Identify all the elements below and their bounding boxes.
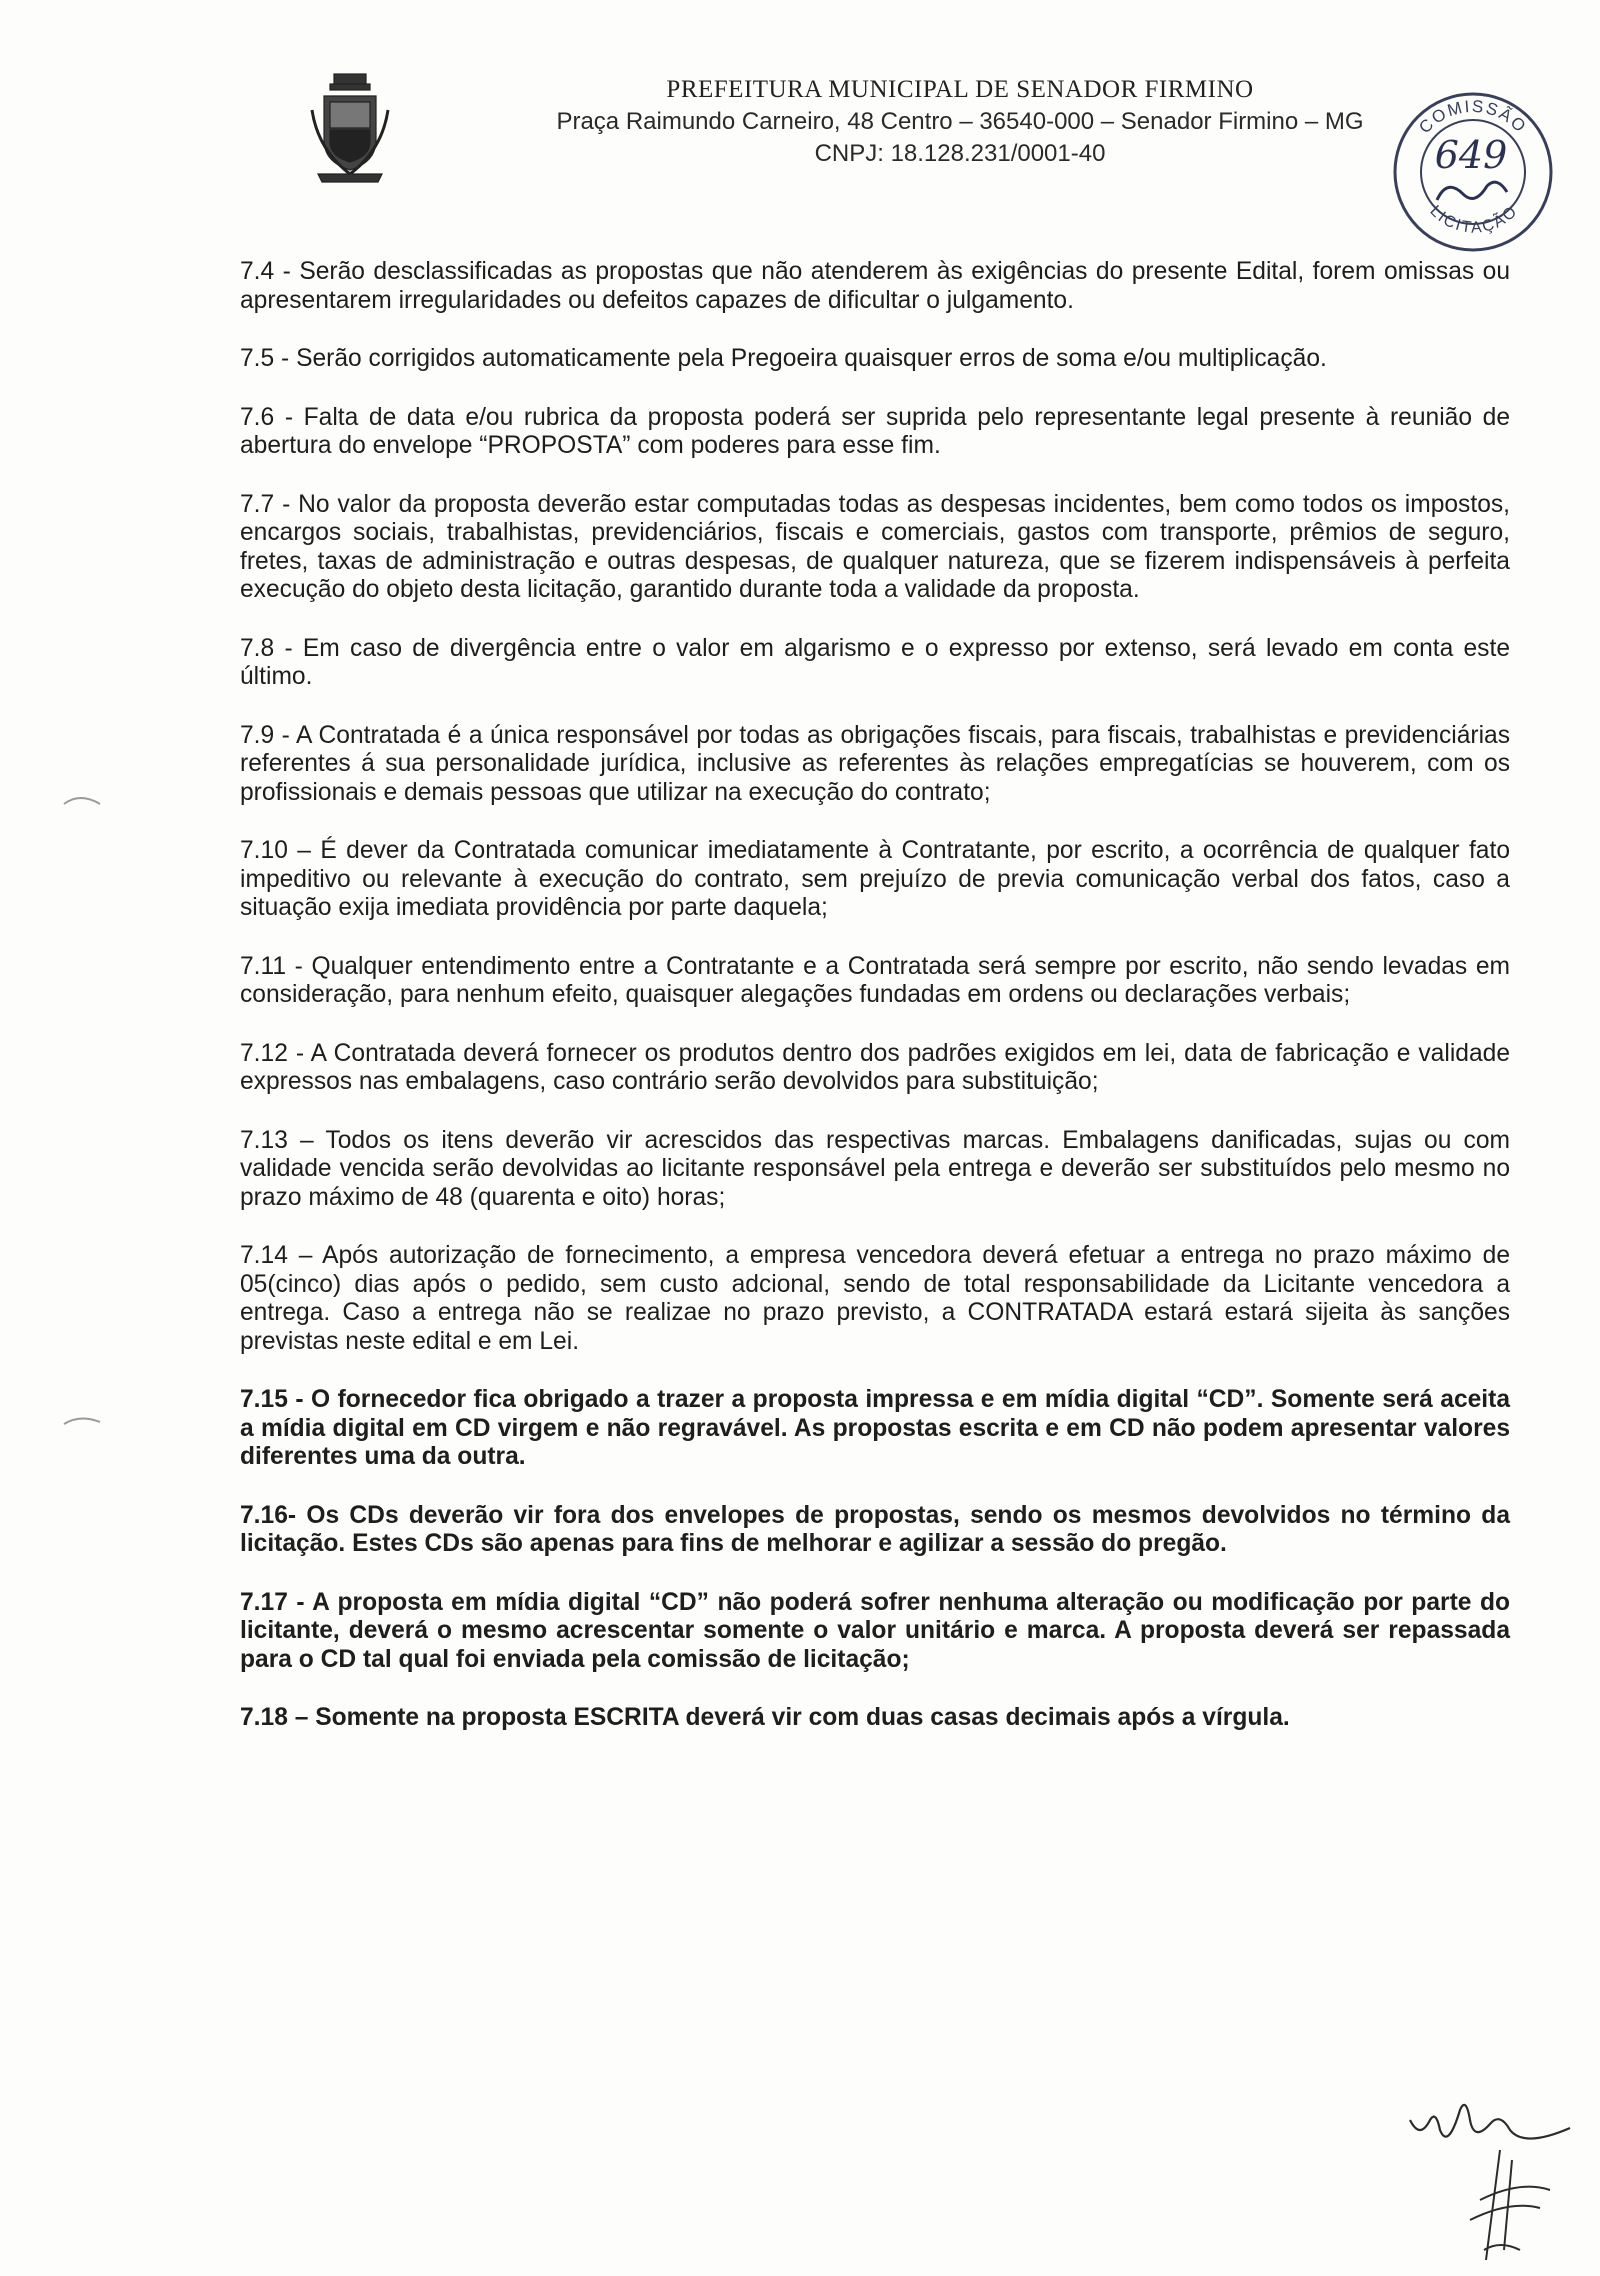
clause-7-5 bbox=[240, 345, 1510, 374]
clause-text: A proposta em mídia digital “CD” não poderá sofrer nenhuma alteração ou modificação por parte do licitante, deverá o mesmo acrescentar somente o valor unitário e marca. A proposta deverá ser repassada para o CD tal qual foi enviada pela comissão de licitação; bbox=[240, 1588, 1510, 1673]
clause-separator: – bbox=[287, 1704, 316, 1731]
svg-text:LICITAÇÃO bbox=[1426, 202, 1521, 236]
clause-separator: - bbox=[286, 952, 312, 980]
margin-mark bbox=[60, 1410, 110, 1430]
clause-separator: - bbox=[287, 1501, 307, 1529]
clause-7-7 bbox=[240, 491, 1510, 605]
clause-7-14 bbox=[240, 1242, 1510, 1356]
clause-7-8 bbox=[240, 635, 1510, 692]
stamp-ring-bottom: LICITAÇÃO bbox=[1426, 202, 1522, 237]
clause-7-9 bbox=[240, 722, 1510, 808]
clause-text: Todos os itens deverão vir acrescidos das respectivas marcas. Embalagens danificadas, sujas ou com validade vencida serão devolvidas ao licitante responsável pela entrega e deverão ser substituídos pelo mesmo no prazo máximo de 48 (quarenta e oito) horas; bbox=[240, 1126, 1510, 1211]
clause-separator: - bbox=[274, 403, 304, 431]
clause-number: 7.4 bbox=[240, 258, 275, 285]
clause-separator: – bbox=[287, 1126, 326, 1154]
clause-7-6 bbox=[240, 404, 1510, 461]
clause-7-10 bbox=[240, 837, 1510, 923]
clause-separator: - bbox=[274, 634, 303, 662]
stamp-ring-top: COMISSÃO bbox=[1415, 96, 1531, 138]
clause-separator: - bbox=[274, 721, 296, 749]
clause-text: Falta de data e/ou rubrica da proposta poderá ser suprida pelo representante legal presente à reunião de abertura do envelope “PROPOSTA” com poderes para esse fim. bbox=[240, 403, 1510, 459]
clause-separator: - bbox=[274, 490, 299, 518]
clause-separator: - bbox=[287, 1039, 311, 1067]
clause-number: 7.12 bbox=[240, 1039, 288, 1067]
clause-7-11 bbox=[240, 953, 1510, 1010]
clause-7-15 bbox=[240, 1386, 1510, 1472]
clause-text: Serão desclassificadas as propostas que não atenderem às exigências do presente Edital, forem omissas ou apresentarem irregularidades ou defeitos capazes de dificultar o julgamento. bbox=[240, 258, 1510, 314]
letterhead-cnpj: CNPJ: 18.128.231/0001-40 bbox=[814, 140, 1106, 167]
municipal-crest-icon bbox=[308, 70, 392, 186]
clause-number: 7.11 bbox=[240, 952, 287, 980]
clause-number: 7.10 bbox=[240, 837, 288, 864]
clause-text: Os CDs deverão vir fora dos envelopes de propostas, sendo os mesmos devolvidos no término da licitação. Estes CDs são apenas para fins de melhorar e agilizar a sessão do pregão. bbox=[240, 1501, 1511, 1557]
clause-text: A Contratada é a única responsável por todas as obrigações fiscais, para fiscais, trabalhistas e previdenciárias referentes á sua personalidade jurídica, inclusive as referentes às relações empregatícias se houverem, com os profissionais e demais pessoas que utilizar na execução do contrato; bbox=[240, 721, 1511, 806]
margin-mark bbox=[60, 790, 110, 810]
letterhead-title: PREFEITURA MUNICIPAL DE SENADOR FIRMINO bbox=[666, 76, 1254, 103]
stamp-page-number: 649 bbox=[1434, 133, 1508, 177]
stamp-initials bbox=[1437, 182, 1507, 200]
clause-number: 7.14 bbox=[240, 1242, 288, 1269]
clause-number: 7.18 bbox=[240, 1704, 288, 1731]
clause-text: Após autorização de fornecimento, a empresa vencedora deverá efetuar a entrega no prazo máximo de 05(cinco) dias após o pedido, sem custo adcional, sendo de total responsabilidade da Licitante vencedora a entrega. Caso a entrega não se realizae no prazo previsto, a CONTRATADA estará estará sijeita às sanções previstas neste edital e em Lei. bbox=[240, 1242, 1510, 1355]
clause-separator: – bbox=[287, 837, 321, 864]
clause-number: 7.17 bbox=[240, 1588, 288, 1616]
clause-7-12 bbox=[240, 1040, 1510, 1097]
clause-separator: - bbox=[287, 1386, 311, 1413]
clause-separator: - bbox=[274, 345, 297, 372]
clause-text: Somente na proposta ESCRITA deverá vir com duas casas decimais após a vírgula. bbox=[315, 1704, 1290, 1731]
clause-7-13 bbox=[240, 1127, 1510, 1213]
commission-stamp bbox=[1385, 80, 1560, 260]
clause-7-4 bbox=[240, 258, 1510, 315]
document-body bbox=[240, 258, 1510, 1763]
svg-text:COMISSÃO bbox=[1415, 97, 1531, 137]
clause-text: No valor da proposta deverão estar computadas todas as despesas incidentes, bem como todos os impostos, encargos sociais, trabalhistas, previdenciários, fiscais e comerciais, gastos com transporte, prêmios de seguro, fretes, taxas de administração e outras despesas, de qualquer natureza, que se fizerem indispensáveis à perfeita execução do objeto desta licitação, garantido durante toda a validade da proposta. bbox=[240, 490, 1510, 603]
handwritten-signature bbox=[1400, 2090, 1580, 2270]
clause-text: A Contratada deverá fornecer os produtos dentro dos padrões exigidos em lei, data de fabricação e validade expressos nas embalagens, caso contrário serão devolvidos para substituição; bbox=[240, 1039, 1510, 1095]
clause-number: 7.9 bbox=[240, 721, 275, 749]
clause-number: 7.15 bbox=[240, 1386, 288, 1413]
clause-separator: - bbox=[287, 1588, 313, 1616]
clause-7-17 bbox=[240, 1589, 1510, 1675]
clause-number: 7.5 bbox=[240, 345, 275, 372]
clause-text: Qualquer entendimento entre a Contratante e a Contratada será sempre por escrito, não sendo levadas em consideração, para nenhum efeito, quaisquer alegações fundadas em ordens ou declarações verbais; bbox=[240, 952, 1511, 1008]
clause-text: É dever da Contratada comunicar imediatamente à Contratante, por escrito, a ocorrência de qualquer fato impeditivo ou relevante à execução do contrato, sem prejuízo de previa comunicação verbal dos fatos, caso a situação exija imediata providência por parte daquela; bbox=[240, 837, 1510, 921]
clause-number: 7.16 bbox=[240, 1501, 288, 1529]
clause-7-18 bbox=[240, 1704, 1510, 1733]
letterhead bbox=[450, 76, 1470, 168]
clause-7-16 bbox=[240, 1502, 1510, 1559]
clause-text: O fornecedor fica obrigado a trazer a proposta impressa e em mídia digital “CD”. Somente será aceita a mídia digital em CD virgem e não regravável. As propostas escrita e em CD não podem apresentar valores diferentes uma da outra. bbox=[240, 1386, 1511, 1470]
clause-number: 7.6 bbox=[240, 403, 275, 431]
clause-separator: – bbox=[287, 1242, 323, 1269]
clause-text: Em caso de divergência entre o valor em algarismo e o expresso por extenso, será levado em conta este último. bbox=[240, 634, 1510, 690]
clause-number: 7.13 bbox=[240, 1126, 288, 1154]
clause-number: 7.7 bbox=[240, 490, 275, 518]
clause-separator: - bbox=[274, 258, 300, 285]
clause-number: 7.8 bbox=[240, 634, 275, 662]
clause-text: Serão corrigidos automaticamente pela Pregoeira quaisquer erros de soma e/ou multiplicação. bbox=[296, 345, 1327, 372]
letterhead-address: Praça Raimundo Carneiro, 48 Centro – 36540-000 – Senador Firmino – MG bbox=[556, 108, 1364, 135]
